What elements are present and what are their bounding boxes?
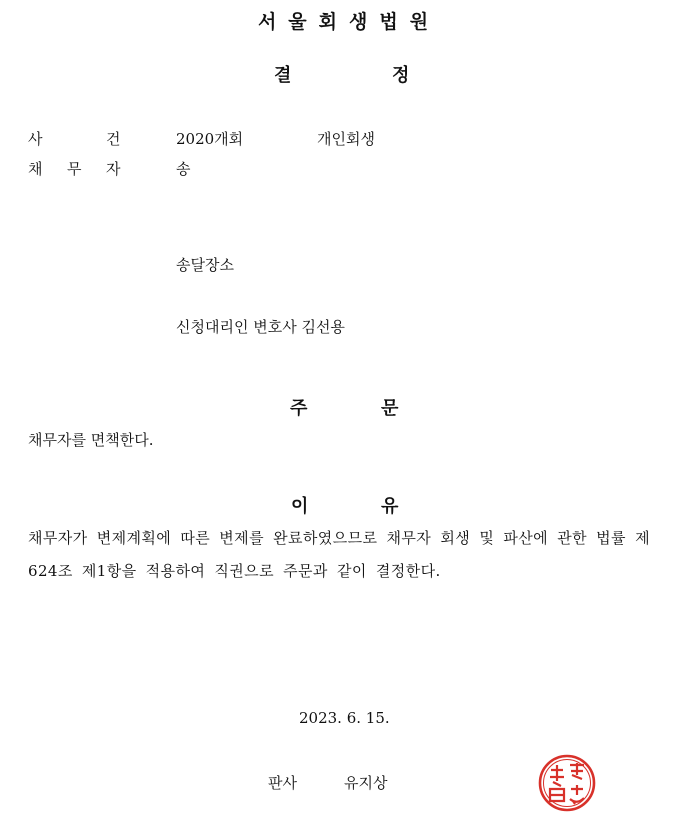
case-label-char-1: 사 — [28, 130, 43, 148]
judge-title: 판사 — [268, 774, 297, 792]
judge-name: 유지상 — [344, 774, 388, 792]
order-heading-left: 주 — [290, 398, 308, 419]
order-heading-right: 문 — [381, 398, 399, 419]
reason-text: 채무자가 변제계획에 따른 변제를 완료하였으므로 채무자 회생 및 파산에 관한 법률 제624조 제1항을 적용하여 직권으로 주문과 같이 결정한다. — [28, 529, 651, 580]
debtor-label-char-1: 채 — [28, 160, 43, 178]
reason-heading-left: 이 — [291, 496, 309, 517]
case-number: 2020개회 — [176, 130, 244, 148]
case-type: 개인회생 — [317, 130, 375, 148]
doc-title-left: 결 — [274, 65, 292, 86]
decision-date: 2023. 6. 15. — [299, 709, 390, 727]
case-label-char-2: 건 — [106, 130, 121, 148]
court-name: 서울회생법원 — [257, 11, 441, 33]
debtor-label-char-2: 무 — [67, 160, 82, 178]
doc-title-right: 정 — [392, 65, 410, 86]
debtor-name: 송 — [176, 160, 191, 178]
order-text: 채무자를 면책한다. — [28, 431, 154, 449]
judge-seal-image — [537, 753, 597, 813]
delivery-address-label: 송달장소 — [176, 256, 234, 274]
attorney: 신청대리인 변호사 김선용 — [176, 318, 345, 336]
debtor-label-char-3: 자 — [106, 160, 121, 178]
reason-heading-right: 유 — [381, 496, 399, 517]
